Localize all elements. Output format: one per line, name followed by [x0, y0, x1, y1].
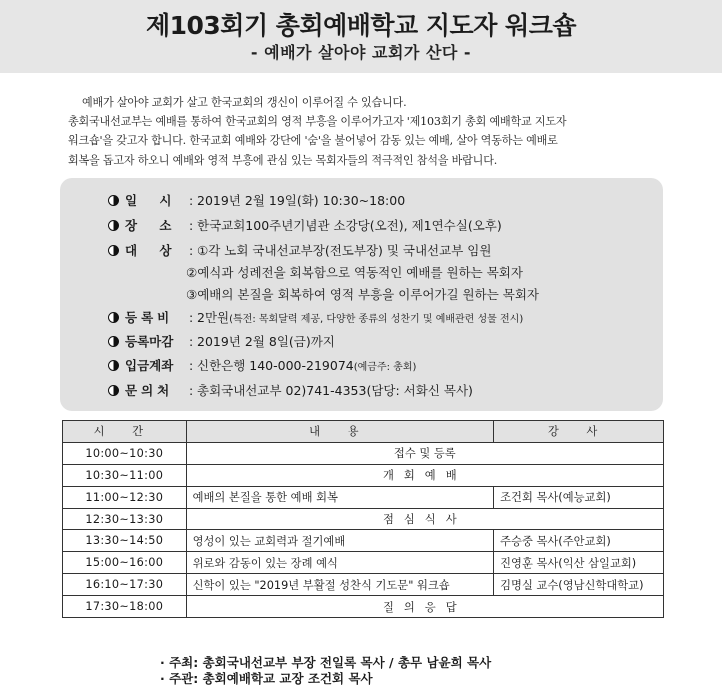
- row-content: 개회예배: [186, 464, 663, 486]
- row-content: 예배의 본질을 통한 예배 회복: [186, 486, 494, 508]
- row-content: 접수 및 등록: [186, 442, 663, 464]
- info-target-line-1: ①각 노회 국내선교부장(전도부장) 및 국내선교부 임원: [197, 243, 492, 258]
- table-row: [63, 574, 664, 596]
- info-place-value: 한국교회100주년기념관 소강당(오전), 제1연수실(오후): [197, 218, 502, 233]
- row-time: 13:30~14:50: [63, 530, 187, 552]
- info-target-label: 대 상: [125, 243, 181, 258]
- info-target: 대 상 : ①각 노회 국내선교부장(전도부장) 및 국내선교부 임원: [108, 241, 491, 259]
- schedule-header-row: [63, 421, 664, 443]
- info-fee-note: (특전: 목회달력 제공, 다양한 종류의 성찬기 및 예배관련 성물 전시): [229, 314, 524, 325]
- row-content: 점심식사: [186, 508, 663, 530]
- row-content: 질의응답: [186, 596, 663, 618]
- intro-line-4: 회복을 돕고자 하오니 예배와 영적 부흥에 관심 있는 목회자들의 적극적인 참석을 바랍니다.: [68, 153, 498, 167]
- row-content: 영성이 있는 교회력과 절기예배: [186, 530, 494, 552]
- intro-line-3: 워크숍'을 갖고자 합니다. 한국교회 예배와 강단에 '숨'을 불어넣어 감동 있는 예배, 살아 역동하는 예배로: [68, 134, 558, 148]
- info-contact-value: 총회국내선교부 02)741-4353(담당: 서화신 목사): [197, 383, 473, 398]
- row-content: 위로와 감동이 있는 장례 예식: [186, 552, 494, 574]
- intro-text: [68, 93, 660, 170]
- half-circle-bullet-icon: [108, 360, 119, 371]
- half-circle-bullet-icon: [108, 312, 119, 323]
- row-time: 10:30~11:00: [63, 464, 187, 486]
- row-time: 15:00~16:00: [63, 552, 187, 574]
- table-row: [63, 596, 664, 618]
- table-row: [63, 530, 664, 552]
- header-banner: [0, 0, 722, 73]
- half-circle-bullet-icon: [108, 336, 119, 347]
- info-fee-label: 등록비: [125, 310, 174, 325]
- intro-line-2: 총회국내선교부는 예배를 통하여 한국교회의 영적 부흥을 이루어가고자 '제103회기 총회 예배학교 지도자: [68, 115, 567, 129]
- row-content: 신학이 있는 "2019년 부활절 성찬식 기도문" 워크숍: [186, 574, 494, 596]
- header-speaker: 강 사: [494, 421, 664, 443]
- page-subtitle: - 예배가 살아야 교회가 산다 -: [250, 43, 472, 62]
- row-time: 16:10~17:30: [63, 574, 187, 596]
- table-row: [63, 552, 664, 574]
- half-circle-bullet-icon: [108, 245, 119, 256]
- info-fee: 등록비 : 2만원(특전: 목회달력 제공, 다양한 종류의 성찬기 및 예배관련 성물 전시): [108, 308, 523, 326]
- half-circle-bullet-icon: [108, 385, 119, 396]
- table-row: [63, 508, 664, 530]
- page-title: 제103회기 총회예배학교 지도자 워크숍: [145, 11, 577, 40]
- row-speaker: 조건회 목사(예능교회): [494, 486, 664, 508]
- info-date-value: 2019년 2월 19일(화) 10:30~18:00: [197, 193, 406, 208]
- info-place-label: 장 소: [125, 218, 181, 233]
- row-time: 17:30~18:00: [63, 596, 187, 618]
- schedule-table: [62, 420, 664, 618]
- row-time: 11:00~12:30: [63, 486, 187, 508]
- footer-organizer: · 주관: 총회예배학교 교장 조건회 목사: [160, 671, 373, 686]
- info-date-label: 일 시: [125, 193, 181, 208]
- info-target-line-3: ③예배의 본질을 회복하여 영적 부흥을 이루어가길 원하는 목회자: [186, 287, 539, 302]
- info-fee-value: 2만원: [197, 310, 230, 325]
- row-speaker: 진영훈 목사(익산 삼일교회): [494, 552, 664, 574]
- info-contact: 문의처 : 총회국내선교부 02)741-4353(담당: 서화신 목사): [108, 381, 473, 399]
- info-contact-label: 문의처: [125, 383, 174, 398]
- info-date: 일 시 : 2019년 2월 19일(화) 10:30~18:00: [108, 191, 405, 209]
- row-time: 12:30~13:30: [63, 508, 187, 530]
- table-row: [63, 442, 664, 464]
- header-time: 시 간: [63, 421, 187, 443]
- info-deadline-value: 2019년 2월 8일(금)까지: [197, 334, 335, 349]
- row-speaker: 김명실 교수(영남신학대학교): [494, 574, 664, 596]
- table-row: [63, 486, 664, 508]
- info-account-note: (예금주: 총회): [353, 362, 417, 373]
- info-place: 장 소 : 한국교회100주년기념관 소강당(오전), 제1연수실(오후): [108, 216, 502, 234]
- footer-host: · 주최: 총회국내선교부 부장 전일록 목사 / 총무 남윤희 목사: [160, 655, 492, 670]
- half-circle-bullet-icon: [108, 220, 119, 231]
- row-time: 10:00~10:30: [63, 442, 187, 464]
- half-circle-bullet-icon: [108, 195, 119, 206]
- info-deadline: 등록마감 : 2019년 2월 8일(금)까지: [108, 332, 335, 350]
- header-content: 내 용: [186, 421, 494, 443]
- info-account-value: 신한은행 140-000-219074: [197, 358, 354, 373]
- info-deadline-label: 등록마감: [125, 334, 174, 349]
- intro-line-1: 예배가 살아야 교회가 살고 한국교회의 갱신이 이루어질 수 있습니다.: [82, 96, 407, 109]
- info-target-line-2: ②예식과 성례전을 회복함으로 역동적인 예배를 원하는 목회자: [186, 265, 523, 280]
- info-account-label: 입금계좌: [125, 358, 174, 373]
- row-speaker: 주승중 목사(주안교회): [494, 530, 664, 552]
- table-row: [63, 464, 664, 486]
- info-account: 입금계좌 : 신한은행 140-000-219074(예금주: 총회): [108, 356, 416, 374]
